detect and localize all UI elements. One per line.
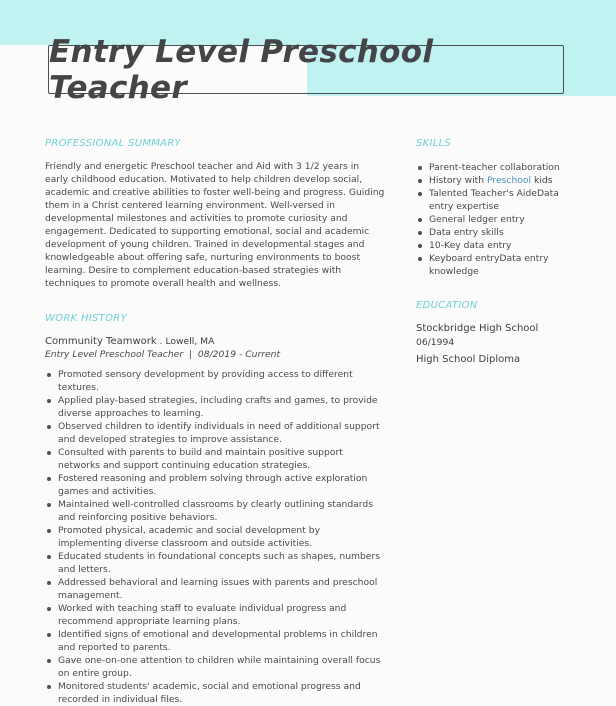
skill-item <box>416 239 586 252</box>
work-bullet: Promoted physical, academic and social development by implementing diverse classroom and outside activities. <box>45 524 385 550</box>
work-bullet: Maintained well-controlled classrooms by clearly outlining standards and reinforcing positive behaviors. <box>45 498 385 524</box>
graduation-date: 06/1994 <box>416 337 455 348</box>
skill-item <box>416 213 586 226</box>
work-bullet: Monitored students' academic, social and emotional progress and recorded in individual files. <box>45 680 385 706</box>
company-separator: . <box>156 336 166 347</box>
skill-text: History with <box>429 175 488 186</box>
employer-line <box>45 336 214 347</box>
skills-list <box>416 161 586 278</box>
work-bullet: Promoted sensory development by providing access to different textures. <box>45 368 385 394</box>
company-location: Lowell, MA <box>165 336 215 347</box>
work-history-heading: WORK HISTORY <box>45 313 127 324</box>
resume-title: Entry Level Preschool Teacher <box>49 33 434 106</box>
degree: High School Diploma <box>416 354 521 365</box>
skill-text: Parent-teacher collaboration <box>429 162 560 173</box>
work-bullet: Identified signs of emotional and developmental problems in children and reported to parents. <box>45 628 385 654</box>
work-bullet: Addressed behavioral and learning issues with parents and preschool management. <box>45 576 385 602</box>
school-name: Stockbridge High School <box>416 323 539 334</box>
work-bullet: Consulted with parents to build and maintain positive support networks and support continuing education strategies. <box>45 446 385 472</box>
summary-heading: PROFESSIONAL SUMMARY <box>45 138 181 149</box>
skill-text: 10-Key data entry <box>429 240 512 251</box>
job-dates: 08/2019 - Current <box>197 349 281 360</box>
work-bullet: Applied play-based strategies, including crafts and games, to provide diverse approaches to learning. <box>45 394 385 420</box>
skill-text: Data entry skills <box>429 227 504 238</box>
name-banner <box>48 33 564 106</box>
skill-item <box>416 187 586 213</box>
education-heading: EDUCATION <box>416 300 478 311</box>
work-bullet: Observed children to identify individuals in need of additional support and developed strategies to improve assistance. <box>45 420 385 446</box>
skill-text: General ledger entry <box>429 214 525 225</box>
work-bullets <box>45 368 385 706</box>
skill-text: kids <box>531 175 553 186</box>
skill-text: Keyboard entryData entry knowledge <box>429 253 549 277</box>
work-bullet: Educated students in foundational concepts such as shapes, numbers and letters. <box>45 550 385 576</box>
summary-text: Friendly and energetic Preschool teacher and Aid with 3 1/2 years in early childhood education. Motivated to help children develop social, academic and creative abilities to foster well-being and progress. Guiding them in a Christ centered learning environment. Well-versed in developmental milestones and activities to promote curiosity and engagement. Dedicated to supporting emotional, social and academic development of young children. Trained in developmental stages and knowledgeable about offering safe, nurturing environments to boost learning. Desire to complement education-based strategies with techniques to promote overall health and wellness. <box>45 161 385 289</box>
work-bullet: Gave one-on-one attention to children while maintaining overall focus on entire group. <box>45 654 385 680</box>
company-name: Community Teamwork <box>45 336 157 347</box>
date-separator: | <box>183 349 198 360</box>
skills-heading: SKILLS <box>416 138 452 149</box>
skill-link[interactable]: Preschool <box>487 175 532 186</box>
skill-item <box>416 226 586 239</box>
skill-text: Talented Teacher's AideData entry expertise <box>429 188 559 212</box>
skill-item <box>416 174 586 187</box>
work-bullet: Worked with teaching staff to evaluate individual progress and recommend appropriate learning plans. <box>45 602 385 628</box>
job-title: Entry Level Preschool Teacher <box>45 349 184 360</box>
job-title-line <box>45 349 280 360</box>
skill-item <box>416 252 586 278</box>
skill-item <box>416 161 586 174</box>
work-bullet: Fostered reasoning and problem solving through active exploration games and activities. <box>45 472 385 498</box>
